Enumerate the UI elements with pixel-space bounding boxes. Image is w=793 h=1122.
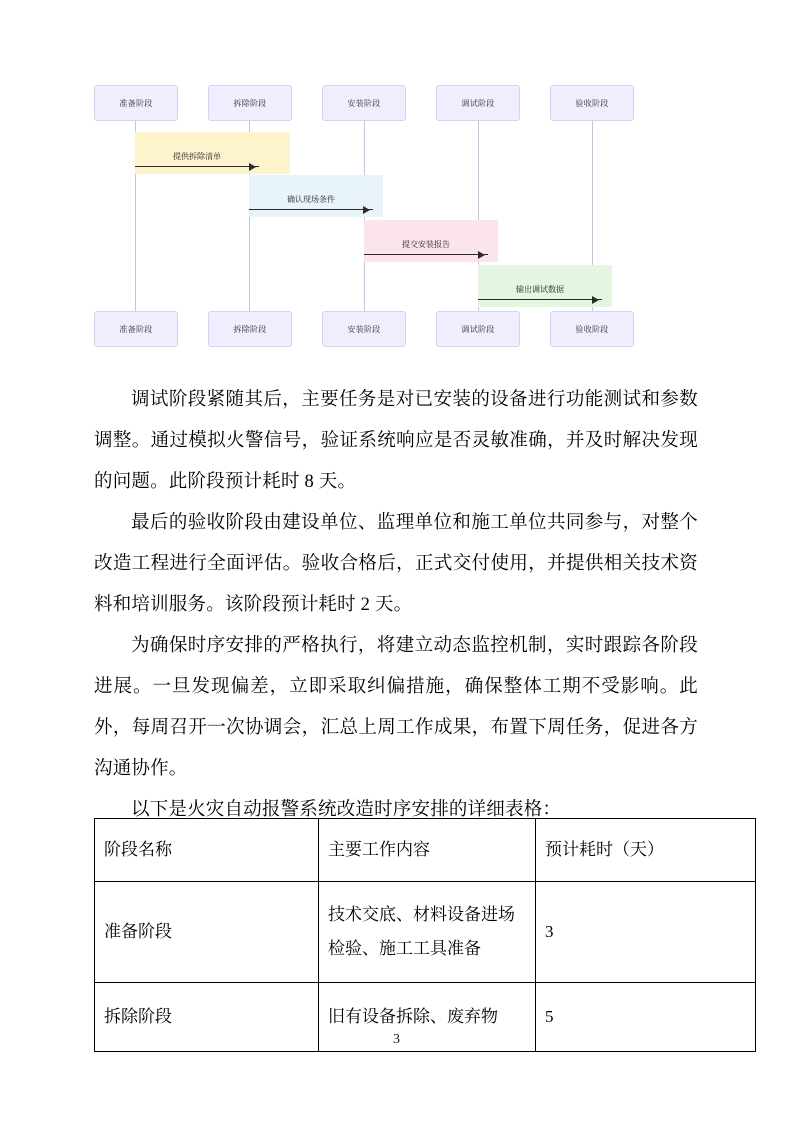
sequence-diagram xyxy=(94,75,698,357)
message-label-3: 提交安装报告 xyxy=(402,240,450,249)
actor-label: 准备阶段 xyxy=(119,98,153,108)
table-header-content: 主要工作内容 xyxy=(319,819,536,882)
actor-box-prep-top[interactable] xyxy=(94,85,178,121)
actor-box-accept-bottom[interactable] xyxy=(550,311,634,347)
message-label-2: 确认现场条件 xyxy=(287,195,335,204)
message-label-1: 提供拆除清单 xyxy=(173,152,221,161)
message-band-1 xyxy=(135,132,290,174)
message-arrowhead-1 xyxy=(249,163,256,171)
actor-box-test-top[interactable] xyxy=(436,85,520,121)
message-label-4: 输出调试数据 xyxy=(516,285,564,294)
message-line-2 xyxy=(249,209,373,210)
paragraph-monitoring: 为确保时序安排的严格执行，将建立动态监控机制，实时跟踪各阶段进展。一旦发现偏差，立即采取纠偏措施，确保整体工期不受影响。此外，每周召开一次协调会，汇总上周工作成果，布置下周任务，促进各方沟通协作。 xyxy=(94,635,698,779)
actor-label: 调试阶段 xyxy=(461,324,495,334)
actor-label: 准备阶段 xyxy=(119,324,153,334)
paragraph-debug-phase: 调试阶段紧随其后，主要任务是对已安装的设备进行功能测试和参数调整。通过模拟火警信号，验证系统响应是否灵敏准确，并及时解决发现的问题。此阶段预计耗时 8 天。 xyxy=(94,389,698,492)
actor-label: 验收阶段 xyxy=(575,324,609,334)
actor-box-prep-bottom[interactable] xyxy=(94,311,178,347)
message-arrowhead-4 xyxy=(592,296,599,304)
actor-box-inst-top[interactable] xyxy=(322,85,406,121)
actor-label: 安装阶段 xyxy=(347,324,381,334)
table-header-phase: 阶段名称 xyxy=(95,819,319,882)
actor-box-accept-top[interactable] xyxy=(550,85,634,121)
message-arrowhead-3 xyxy=(478,251,485,259)
actor-box-demo-top[interactable] xyxy=(208,85,292,121)
message-band-3 xyxy=(364,220,498,262)
table-cell-content: 技术交底、材料设备进场检验、施工工具准备 xyxy=(319,882,536,983)
actor-label: 拆除阶段 xyxy=(233,324,267,334)
actor-box-test-bottom[interactable] xyxy=(436,311,520,347)
table-header-days: 预计耗时（天） xyxy=(536,819,756,882)
actor-label: 调试阶段 xyxy=(461,98,495,108)
table-cell-days: 3 xyxy=(536,882,756,983)
table-cell-phase: 拆除阶段 xyxy=(95,983,319,1052)
actor-box-inst-bottom[interactable] xyxy=(322,311,406,347)
message-line-4 xyxy=(478,299,602,300)
table-cell-days: 5 xyxy=(536,983,756,1052)
message-line-1 xyxy=(135,166,259,167)
table-header-row xyxy=(95,819,756,882)
schedule-table xyxy=(94,818,756,1052)
message-arrowhead-2 xyxy=(363,206,370,214)
actor-box-demo-bottom[interactable] xyxy=(208,311,292,347)
actor-label: 拆除阶段 xyxy=(233,98,267,108)
paragraph-accept-phase: 最后的验收阶段由建设单位、监理单位和施工单位共同参与，对整个改造工程进行全面评估。验收合格后，正式交付使用，并提供相关技术资料和培训服务。该阶段预计耗时 2 天。 xyxy=(94,512,698,615)
table-cell-phase: 准备阶段 xyxy=(95,882,319,983)
message-band-2 xyxy=(249,175,383,217)
page-number: 3 xyxy=(393,1032,400,1047)
actor-label: 验收阶段 xyxy=(575,98,609,108)
paragraph-table-intro: 以下是火灾自动报警系统改造时序安排的详细表格： xyxy=(131,799,562,820)
message-line-3 xyxy=(364,254,488,255)
table-cell-content: 旧有设备拆除、废弃物 xyxy=(319,983,536,1052)
actor-label: 安装阶段 xyxy=(347,98,381,108)
message-band-4 xyxy=(478,265,612,307)
table-row xyxy=(95,882,756,983)
